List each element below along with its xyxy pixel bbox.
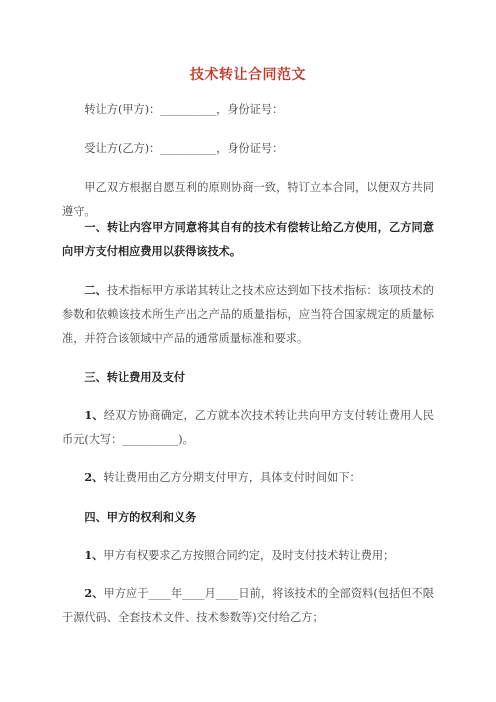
section-4-heading: 四、甲方的权利和义务: [84, 510, 197, 524]
preamble-paragraph: 甲乙双方根据自愿互利的原则协商一致，特订立本合同，以便双方共同遵守。: [62, 181, 434, 218]
item-number: 1、: [84, 408, 104, 422]
section-3-heading: 三、转让费用及支付: [84, 370, 186, 384]
item-number: 2、: [84, 586, 104, 600]
section-2-paragraph: [62, 278, 434, 351]
item-text: 经双方协商确定，乙方就本次技术转让共向甲方支付转让费用人民币元(大写：__________)。: [62, 409, 434, 446]
party-b-line: 受让方(乙方)：__________，身份证号：: [84, 142, 284, 155]
item-text: 转让费用由乙方分期支付甲方，具体支付时间如下：: [103, 471, 361, 484]
section-4-item-1: [62, 543, 434, 568]
section-1-paragraph: 一、转让内容甲方同意将其自有的技术有偿转让给乙方使用，乙方同意向甲方支付相应费用以获得该技术。: [62, 220, 434, 258]
section-2-number: 二、: [84, 283, 107, 297]
section-2-text: 技术指标甲方承诺其转让之技术应达到如下技术指标：该项技术的参数和依赖该技术所生产出之产品的质量指标，应当符合国家规定的质量标准，并符合该领域中产品的通常质量标准和要求。: [62, 284, 434, 345]
document-title: 技术转让合同范文: [190, 67, 306, 83]
item-number: 2、: [84, 470, 104, 484]
section-4-item-2: [62, 581, 434, 630]
item-text: 甲方应于____年____月____日前，将该技术的全部资料(包括但不限于源代码、全套技术文件、技术参数等)交付给乙方；: [62, 587, 434, 624]
item-text: 甲方有权要求乙方按照合同约定，及时支付技术转让费用；: [103, 549, 395, 562]
item-number: 1、: [84, 548, 104, 562]
section-3-item-1: [62, 403, 434, 452]
party-a-line: 转让方(甲方)：__________，身份证号：: [84, 103, 284, 116]
section-3-item-2: [62, 465, 434, 490]
